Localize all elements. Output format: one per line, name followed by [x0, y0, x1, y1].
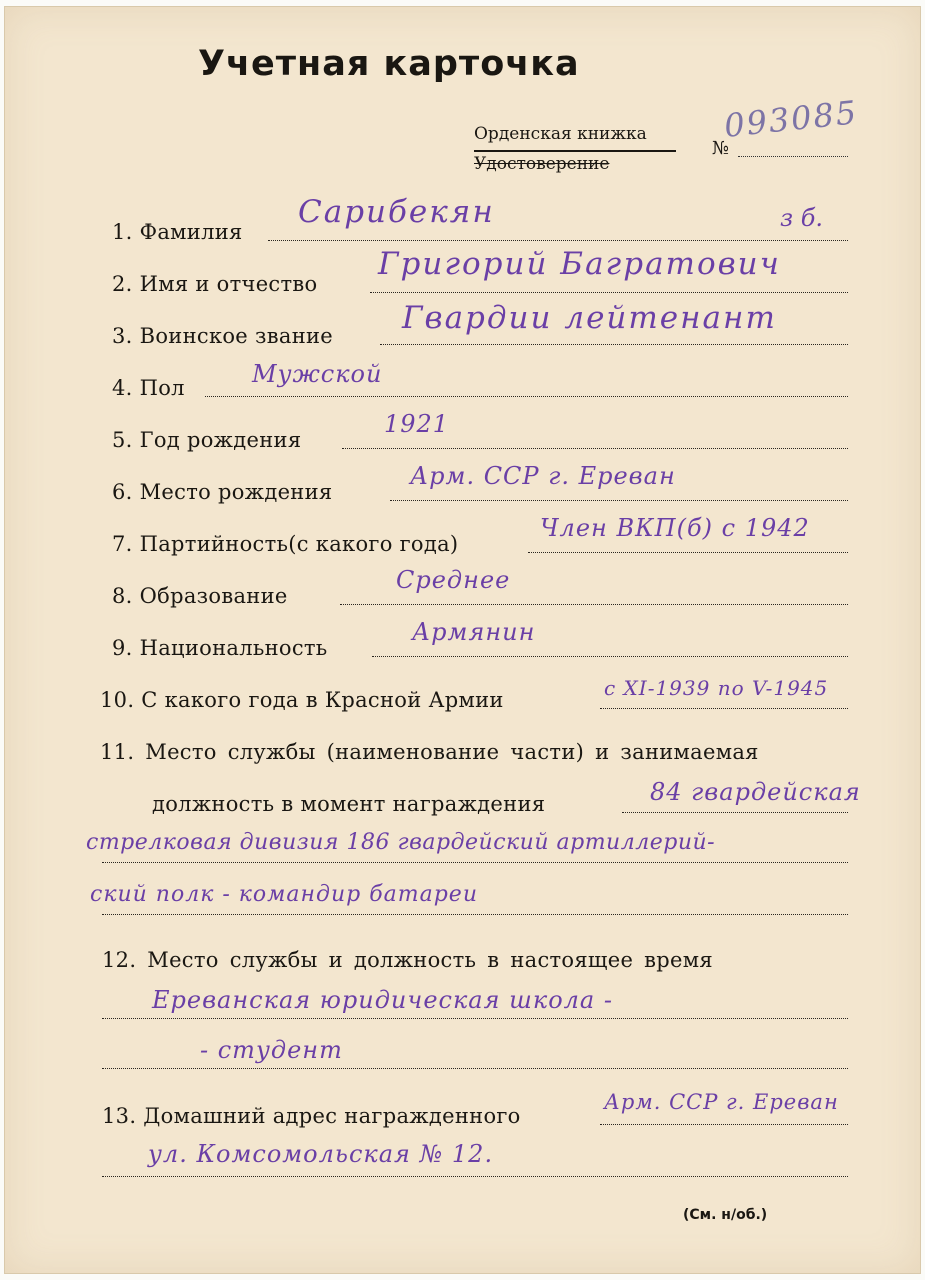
- field-rank-line: [380, 344, 848, 345]
- field-party-label: 7. Партийность(с какого года): [112, 532, 459, 556]
- number-line: [738, 156, 848, 157]
- field-name-label: 2. Имя и отчество: [112, 272, 318, 296]
- field-current-service-value-line1: Ереванская юридическая школа -: [152, 986, 613, 1014]
- field-army-year-line: [600, 708, 848, 709]
- number-sign: №: [712, 138, 730, 159]
- field-education-line: [340, 604, 848, 605]
- footnote-see-reverse: (См. н/об.): [683, 1207, 768, 1223]
- field-service-line1: [622, 812, 848, 813]
- field-current-service-value-line2: - студент: [200, 1036, 343, 1064]
- field-service-label-line2: должность в момент награждения: [152, 792, 546, 816]
- doc-type-certificate: Удостоверение: [474, 154, 610, 174]
- field-address-line2: [102, 1176, 848, 1177]
- field-party-value: Член ВКП(б) с 1942: [540, 514, 810, 542]
- field-service-line2: [102, 862, 848, 863]
- document-type: [474, 124, 676, 174]
- field-party-line: [528, 552, 848, 553]
- field-service-value-line1: 84 гвардейская: [650, 778, 861, 806]
- field-current-service-label: 12. Место службы и должность в настоящее время: [102, 948, 713, 972]
- field-current-service-line2: [102, 1068, 848, 1069]
- doc-type-order-book: Орденская книжка: [474, 124, 676, 152]
- field-address-value-line1: Арм. ССР г. Ереван: [604, 1090, 839, 1114]
- field-surname-line: [268, 240, 848, 241]
- field-birth-year-line: [342, 448, 848, 449]
- field-service-value-line3: ский полк - командир батареи: [90, 882, 478, 907]
- field-rank-value: Гвардии лейтенант: [402, 300, 777, 336]
- field-name-value: Григорий Багратович: [378, 246, 781, 282]
- field-army-year-value: с XI-1939 по V-1945: [604, 676, 829, 700]
- field-sex-line: [205, 396, 848, 397]
- field-address-label: 13. Домашний адрес награжденного: [102, 1104, 521, 1128]
- field-army-year-label: 10. С какого года в Красной Армии: [100, 688, 504, 712]
- field-address-value-line2: ул. Комсомольская № 12.: [148, 1140, 494, 1168]
- field-service-label-line1: 11. Место службы (наименование части) и занимаемая: [100, 740, 759, 764]
- field-surname-label: 1. Фамилия: [112, 220, 243, 244]
- field-name-line: [370, 292, 848, 293]
- field-service-value-line2: стрелковая дивизия 186 гвардейский артиллерий-: [86, 830, 716, 855]
- field-nationality-value: Армянин: [412, 618, 536, 646]
- card-title: Учетная карточка: [198, 44, 580, 84]
- field-birthplace-label: 6. Место рождения: [112, 480, 333, 504]
- field-birth-year-value: 1921: [384, 410, 450, 438]
- field-current-service-line1: [102, 1018, 848, 1019]
- field-education-label: 8. Образование: [112, 584, 288, 608]
- document-number: 093085: [722, 93, 860, 145]
- field-sex-label: 4. Пол: [112, 376, 185, 400]
- field-birth-year-label: 5. Год рождения: [112, 428, 302, 452]
- field-address-line1: [600, 1124, 848, 1125]
- field-nationality-label: 9. Национальность: [112, 636, 328, 660]
- field-birthplace-value: Арм. ССР г. Ереван: [410, 462, 676, 490]
- field-sex-value: Мужской: [252, 360, 383, 388]
- field-nationality-line: [372, 656, 848, 657]
- field-birthplace-line: [390, 500, 848, 501]
- field-rank-label: 3. Воинское звание: [112, 324, 334, 348]
- field-education-value: Среднее: [396, 566, 511, 594]
- field-service-line3: [102, 914, 848, 915]
- field-surname-value: Сарибекян: [298, 194, 495, 230]
- side-mark: з б.: [780, 204, 823, 232]
